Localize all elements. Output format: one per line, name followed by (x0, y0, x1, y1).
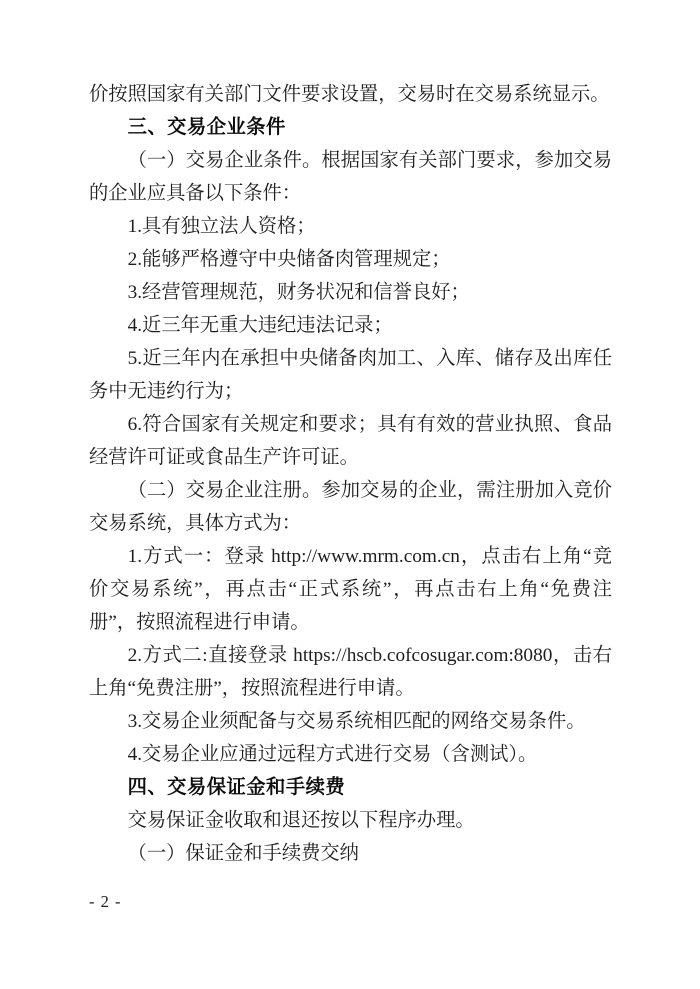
condition-item-3: 3.经营管理规范，财务状况和信誉良好； (127, 282, 470, 303)
condition-item-5: 5.近三年内在承担中央储备肉加工、入库、储存及出库任务中无违约行为； (89, 348, 612, 402)
registration-item-4-remote-trading: 4.交易企业应通过远程方式进行交易（含测试）。 (127, 744, 538, 765)
condition-item-2: 2.能够严格遵守中央储备肉管理规定； (127, 249, 451, 270)
condition-item-6: 6.符合国家有关规定和要求；具有有效的营业执照、食品经营许可证或食品生产许可证。 (89, 414, 612, 468)
page-number: - 2 - (89, 892, 122, 911)
heading-section-3-trading-enterprise-conditions: 三、交易企业条件 (127, 117, 286, 138)
para-sub1-enterprise-conditions-intro: （一）交易企业条件。根据国家有关部门要求，参加交易的企业应具备以下条件： (89, 150, 612, 204)
registration-method-item-1: 1.方式一：登录 http://www.mrm.com.cn，点击右上角“竞价交易系统”，再点击“正式系统”，再点击右上角“免费注册”，按照流程进行申请。 (89, 546, 612, 633)
document-body (89, 78, 612, 870)
condition-item-4: 4.近三年无重大违纪违法记录； (127, 315, 393, 336)
para-continued-from-previous-page: 价按照国家有关部门文件要求设置，交易时在交易系统显示。 (89, 84, 610, 105)
para-sub1-deposit-and-fee-payment-title: （一）保证金和手续费交纳 (127, 843, 359, 864)
para-sub2-enterprise-registration-intro: （二）交易企业注册。参加交易的企业，需注册加入竞价交易系统，具体方式为： (89, 480, 612, 534)
registration-item-3-network-requirement: 3.交易企业须配备与交易系统相匹配的网络交易条件。 (127, 711, 586, 732)
para-deposit-procedure-intro: 交易保证金收取和退还按以下程序办理。 (127, 810, 475, 831)
heading-section-4-deposit-and-fees: 四、交易保证金和手续费 (127, 777, 346, 798)
registration-method-item-2: 2.方式二:直接登录 https://hscb.cofcosugar.com:8080，击右上角“免费注册”，按照流程进行申请。 (89, 645, 612, 699)
condition-item-1: 1.具有独立法人资格； (127, 216, 316, 237)
